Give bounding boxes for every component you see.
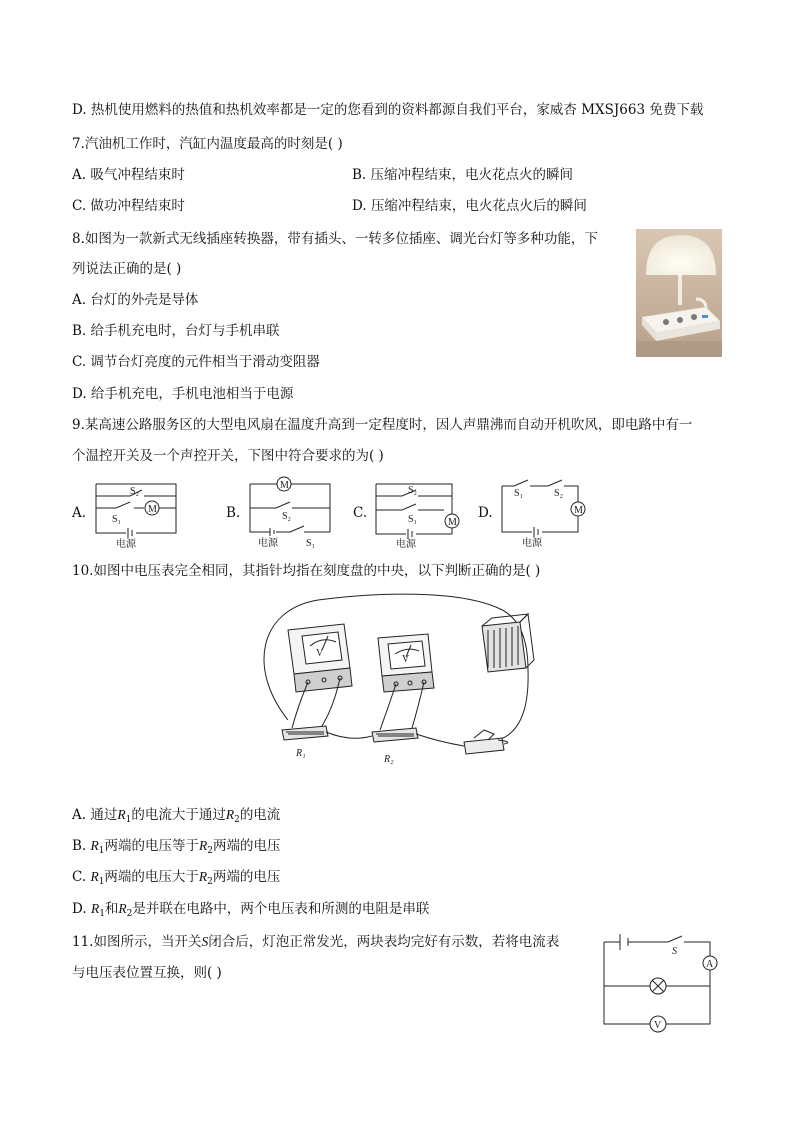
lamp-socket-photo [636, 229, 722, 357]
q8-stem-line1: 8.如图为一款新式无线插座转换器，带有插头、一转多位插座、调光台灯等多种功能，下 [72, 231, 598, 247]
q10-voltmeter-circuit [258, 590, 548, 770]
q7-stem: 7.汽油机工作时，汽缸内温度最高的时刻是( ) [72, 136, 343, 152]
q9b-s1-label: S₁ [306, 538, 316, 549]
q8-option-c: C. 调节台灯亮度的元件相当于滑动变阻器 [72, 354, 320, 370]
q9-option-a-label: A. [72, 505, 87, 521]
q8-option-a: A. 台灯的外壳是导体 [72, 292, 199, 308]
q9c-motor-label: M [448, 517, 457, 528]
q9-circuit-c [372, 478, 462, 548]
q8-option-d: D. 给手机充电，手机电池相当于电源 [72, 386, 294, 402]
q7-option-b: B. 压缩冲程结束，电火花点火的瞬间 [352, 167, 574, 183]
q9-stem-line1: 9.某高速公路服务区的大型电风扇在温度升高到一定程度时，因人声鼎沸而自动开机吹风，即电路中有一 [72, 417, 693, 433]
q9a-motor-label: M [148, 504, 157, 515]
q9c-s2-label: S₂ [408, 485, 418, 496]
q9b-motor-label: M [280, 480, 289, 491]
q9a-power-label: 电源 [116, 539, 136, 550]
q7-option-c: C. 做功冲程结束时 [72, 198, 185, 214]
q9a-s2-label: S₂ [130, 486, 140, 497]
q10-v1-label: V [316, 648, 324, 659]
q8-stem-line2: 列说法正确的是( ) [72, 261, 182, 277]
q9b-s2-label: S₂ [282, 511, 292, 522]
q9d-s2-label: S₂ [554, 488, 564, 499]
q11-ammeter-label: A [706, 959, 714, 970]
q10-v2-label: V [402, 654, 410, 665]
q9-circuit-a [92, 478, 182, 548]
q9-option-b-label: B. [226, 505, 241, 521]
q7-option-d: D. 压缩冲程结束，电火花点火后的瞬间 [352, 198, 587, 214]
q11-stem-line1: 11.如图所示，当开关S闭合后，灯泡正常发光，两块表均完好有示数，若将电流表 [72, 934, 560, 950]
q6-option-d: D. 热机使用燃料的热值和热机效率都是一定的您看到的资料都源自我们平台，家威杏 MXSJ663 免费下载 [72, 102, 704, 118]
q11-stem-line2: 与电压表位置互换，则( ) [72, 965, 222, 981]
q10-option-d: D. $R_1$和$R_2$是并联在电路中，两个电压表和所测的电阻是串联 [72, 901, 430, 919]
q9-circuit-d [498, 476, 590, 548]
q10-option-b: B. $R_1$两端的电压等于$R_2$两端的电压 [72, 838, 281, 856]
q10-option-c: C. $R_1$两端的电压大于$R_2$两端的电压 [72, 869, 281, 887]
q9a-s1-label: S₁ [112, 514, 122, 525]
q9c-s1-label: S₁ [408, 514, 418, 525]
q10-option-a: A. 通过$R_1$的电流大于通过$R_2$的电流 [72, 807, 281, 825]
q9d-power-label: 电源 [522, 538, 542, 549]
q10-r2-label: R₂ [384, 754, 394, 765]
q11-voltmeter-label: V [654, 1020, 662, 1031]
q9-circuit-b [246, 476, 336, 548]
q8-option-b: B. 给手机充电时，台灯与手机串联 [72, 323, 280, 339]
q9b-power-label: 电源 [258, 538, 278, 549]
q7-option-a: A. 吸气冲程结束时 [72, 167, 185, 183]
q9c-power-label: 电源 [396, 539, 416, 550]
q11-circuit [598, 930, 724, 1030]
q10-stem: 10.如图中电压表完全相同，其指针均指在刻度盘的中央，以下判断正确的是( ) [72, 563, 541, 579]
q9d-motor-label: M [574, 505, 583, 516]
q10-r1-label: R₁ [296, 748, 306, 759]
q9-stem-line2: 个温控开关及一个声控开关，下图中符合要求的为( ) [72, 448, 384, 464]
q9-option-d-label: D. [478, 505, 493, 521]
q9-option-c-label: C. [353, 505, 368, 521]
q11-switch-label: S [672, 946, 677, 957]
q9d-s1-label: S₁ [514, 488, 524, 499]
